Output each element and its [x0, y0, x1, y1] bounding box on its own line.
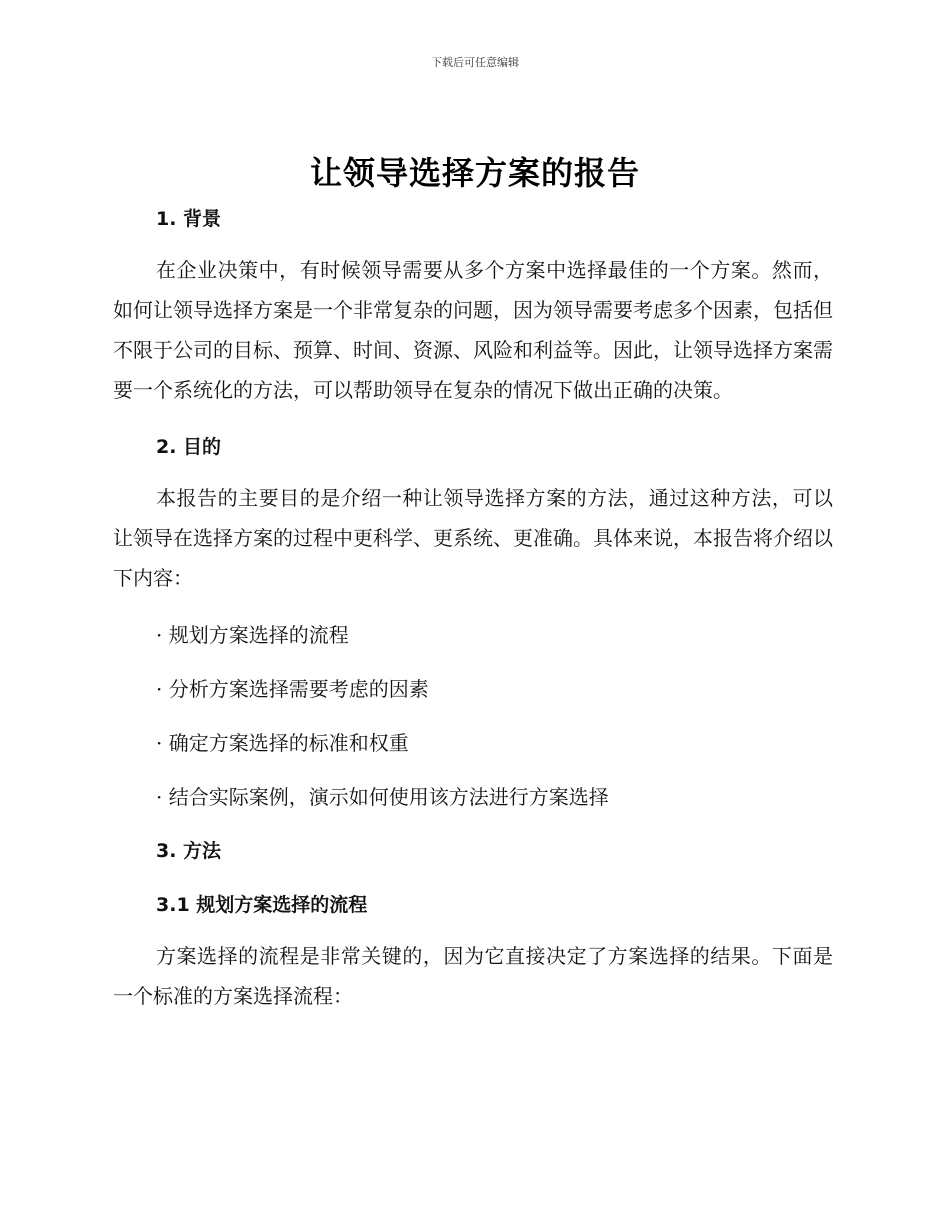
- section-heading-purpose: 2. 目的: [156, 436, 222, 458]
- bullet-item: · 分析方案选择需要考虑的因素: [156, 677, 429, 701]
- sub-heading-process: 3.1 规划方案选择的流程: [156, 894, 368, 916]
- paragraph-method: 方案选择的流程是非常关键的，因为它直接决定了方案选择的结果。下面是一个标准的方案选择流程：: [113, 944, 833, 1008]
- bullet-item: · 确定方案选择的标准和权重: [156, 731, 409, 755]
- section-heading-method: 3. 方法: [156, 840, 222, 862]
- document-title: 让领导选择方案的报告: [309, 154, 640, 192]
- header-note: 下载后可任意编辑: [431, 56, 519, 69]
- bullet-item: · 结合实际案例，演示如何使用该方法进行方案选择: [156, 785, 609, 809]
- paragraph-purpose: 本报告的主要目的是介绍一种让领导选择方案的方法，通过这种方法，可以让领导在选择方案的过程中更科学、更系统、更准确。具体来说，本报告将介绍以下内容：: [113, 486, 833, 590]
- section-heading-background: 1. 背景: [156, 208, 222, 230]
- document-body: [113, 202, 833, 1016]
- paragraph-background: 在企业决策中，有时候领导需要从多个方案中选择最佳的一个方案。然而，如何让领导选择方案是一个非常复杂的问题，因为领导需要考虑多个因素，包括但不限于公司的目标、预算、时间、资源、风险和利益等。因此，让领导选择方案需要一个系统化的方法，可以帮助领导在复杂的情况下做出正确的决策。: [113, 258, 833, 402]
- bullet-item: · 规划方案选择的流程: [156, 623, 349, 647]
